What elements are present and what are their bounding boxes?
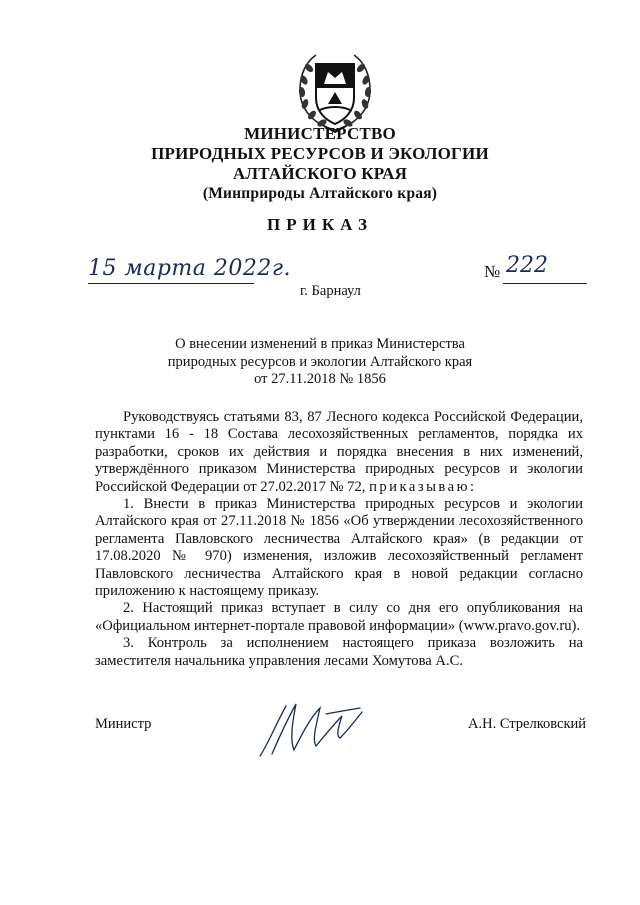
order-item-3: 3. Контроль за исполнением настоящего приказа возложить на заместителя начальника управления лесами Хомутова А.С.: [95, 635, 583, 669]
subject-line: от 27.11.2018 № 1856: [254, 371, 386, 387]
handwritten-signature: [256, 694, 366, 764]
document-type-title: ПРИКАЗ: [267, 215, 373, 234]
order-subject: [150, 336, 490, 389]
coat-of-arms-emblem: [294, 50, 376, 134]
signatory-position: Министр: [95, 716, 152, 732]
handwritten-number: 222: [506, 253, 548, 278]
subject-line: О внесении изменений в приказ Министерства: [175, 336, 465, 352]
org-short-name: (Минприроды Алтайского края): [202, 185, 438, 202]
city: г. Барнаул: [300, 283, 361, 299]
handwritten-date: 15 марта 2022г.: [88, 256, 291, 281]
date-underline: [88, 283, 254, 284]
preamble-paragraph: [95, 409, 583, 496]
subject-line: природных ресурсов и экологии Алтайского края: [167, 353, 473, 370]
signatory-name: А.Н. Стрелковский: [468, 716, 587, 732]
org-name-line1: МИНИСТЕРСТВО: [244, 124, 396, 143]
org-name-line2: ПРИРОДНЫХ РЕСУРСОВ И ЭКОЛОГИИ: [151, 144, 489, 163]
order-body: [95, 409, 583, 670]
number-underline: [503, 283, 587, 284]
order-item-1: 1. Внести в приказ Министерства природных ресурсов и экологии Алтайского края от 27.11.2018 № 1856 «Об утверждении лесохозяйственного регламента Павловского лесничества Алтайского края» (в редакции от 17.08.2020 № 970) изменения, изложив лесохозяйственный регламент Павловского лесничества Алтайского края в новой редакции согласно приложению к настоящему приказу.: [95, 496, 583, 600]
number-label: №: [484, 262, 501, 281]
preamble-text: Руководствуясь статьями 83, 87 Лесного кодекса Российской Федерации, пунктами 16 - 18 Состава лесохозяйственных регламентов, порядка их разработки, сроков их действия и порядка внесения в них изменений, утверждённого приказом Министерства природных ресурсов и экологии Российской Федерации от 27.02.2017 № 72,: [95, 409, 583, 495]
order-word: приказываю:: [369, 478, 477, 495]
order-item-2: 2. Настоящий приказ вступает в силу со дня его опубликования на «Официальном интернет-портале правовой информации» (www.pravo.gov.ru).: [95, 600, 583, 634]
org-name-line3: АЛТАЙСКОГО КРАЯ: [232, 164, 408, 183]
